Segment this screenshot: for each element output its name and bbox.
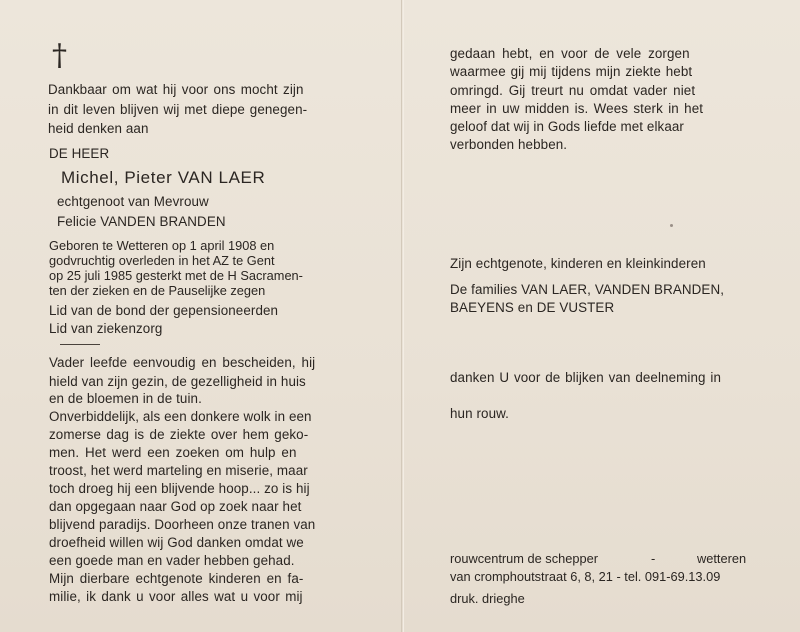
footer-address: van cromphoutstraat 6, 8, 21 - tel. 091-69.13.09	[450, 569, 721, 584]
bio-line-2: godvruchtig overleden in het AZ te Gent	[49, 253, 275, 268]
right-text-line-3: omringd. Gij treurt nu omdat vader niet	[450, 83, 696, 98]
fold-line	[401, 0, 402, 632]
spouse-line-1: echtgenoot van Mevrouw	[57, 194, 209, 209]
right-text-line-6: verbonden hebben.	[450, 137, 568, 152]
deceased-name: Michel, Pieter VAN LAER	[61, 168, 266, 187]
text-line-1: Vader leefde eenvoudig en bescheiden, hij	[49, 355, 316, 370]
right-text-line-5: geloof dat wij in Gods liefde met elkaar	[450, 119, 684, 134]
title-de-heer: DE HEER	[49, 146, 110, 161]
right-text-line-4: meer in uw midden is. Wees sterk in het	[450, 101, 704, 116]
family-line: Zijn echtgenote, kinderen en kleinkinderen	[450, 256, 706, 271]
thanks-line-1: danken U voor de blijken van deelneming in	[450, 370, 721, 385]
text-line-13: Mijn dierbare echtgenote kinderen en fa-	[49, 571, 304, 586]
text-line-8: toch droeg hij een blijvende hoop... zo is hij	[49, 481, 310, 496]
footer-printer: druk. drieghe	[450, 591, 525, 606]
membership-line-1: Lid van de bond der gepensioneerden	[49, 303, 279, 318]
bio-line-4: ten der zieken en de Pauselijke zegen	[49, 283, 266, 298]
families-line-1: De families VAN LAER, VANDEN BRANDEN,	[450, 282, 725, 297]
bio-line-1: Geboren te Wetteren op 1 april 1908 en	[49, 238, 275, 253]
funeral-home: rouwcentrum de schepper	[450, 551, 598, 566]
spouse-line-2: Felicie VANDEN BRANDEN	[57, 214, 226, 229]
text-line-4: Onverbiddelijk, als een donkere wolk in een	[49, 409, 312, 424]
text-line-7: troost, het werd marteling en miserie, maar	[49, 463, 308, 478]
footer-dash: -	[651, 551, 656, 566]
right-text-line-1: gedaan hebt, en voor de vele zorgen	[450, 46, 690, 61]
paper-speck	[670, 224, 673, 227]
text-line-9: dan opgegaan naar God op zoek naar het	[49, 499, 302, 514]
text-line-6: men. Het werd een zoeken om hulp en	[49, 445, 297, 460]
text-line-12: een goede man en vader hebben gehad.	[49, 553, 295, 568]
cross-icon: †	[52, 38, 67, 73]
text-line-10: blijvend paradijs. Doorheen onze tranen van	[49, 517, 316, 532]
bio-line-3: op 25 juli 1985 gesterkt met de H Sacramen-	[49, 268, 303, 283]
right-text-line-2: waarmee gij mij tijdens mijn ziekte hebt	[450, 64, 693, 79]
text-line-11: droefheid willen wij God danken omdat we	[49, 535, 304, 550]
text-line-5: zomerse dag is de ziekte over hem geko-	[49, 427, 309, 442]
intro-line-2: in dit leven blijven wij met diepe genegen-	[48, 102, 308, 117]
separator-line	[60, 344, 100, 345]
intro-line-1: Dankbaar om wat hij voor ons mocht zijn	[48, 82, 304, 97]
families-line-2: BAEYENS en DE VUSTER	[450, 300, 615, 315]
text-line-2: hield van zijn gezin, de gezelligheid in huis	[49, 374, 306, 389]
thanks-line-2: hun rouw.	[450, 406, 509, 421]
footer-town: wetteren	[697, 551, 747, 566]
text-line-3: en de bloemen in de tuin.	[49, 391, 202, 406]
text-line-14: milie, ik dank u voor alles wat u voor mij	[49, 589, 303, 604]
intro-line-3: heid denken aan	[48, 121, 149, 136]
membership-line-2: Lid van ziekenzorg	[49, 321, 163, 336]
fold-highlight	[403, 0, 404, 632]
